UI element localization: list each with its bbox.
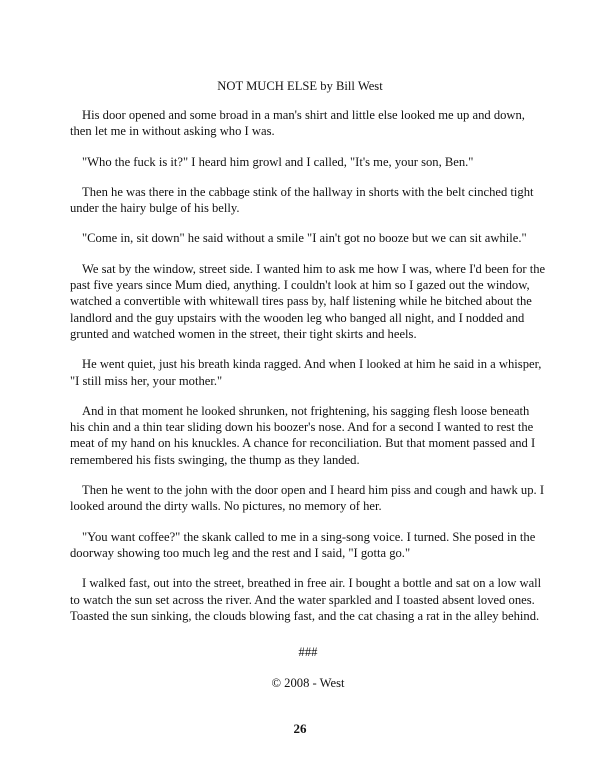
paragraph-4: "Come in, sit down" he said without a smile "I ain't got no booze but we can sit awhile." (82, 231, 527, 246)
paragraph-5: We sat by the window, street side. I wanted him to ask me how I was, where I'd been for the past five years since Mum died, anything. I couldn't look at him so I gazed out the window, watched a convertible with whitewall tires pass by, half listening while he bitched about the landlord and the guy upstairs with the wooden leg who banged all night, and I nodded and grunted and watched women in the street, their tight skirts and heels. (70, 261, 546, 341)
paragraph-3: Then he was there in the cabbage stink of the hallway in shorts with the belt cinched tight under the hairy bulge of his belly. (70, 184, 534, 216)
paragraph-9: "You want coffee?" the skank called to me in a sing-song voice. I turned. She posed in the doorway showing too much leg and the rest and I said, "I gotta go." (70, 529, 536, 560)
page-number: 26 (293, 721, 307, 736)
section-separator: ### (298, 645, 318, 660)
paragraph-1: His door opened and some broad in a man's shirt and little else looked me up and down, then let me in without asking who I was. (70, 108, 525, 139)
paragraph-2: "Who the fuck is it?" I heard him growl and I called, "It's me, your son, Ben." (82, 154, 474, 169)
story-title: NOT MUCH ELSE by Bill West (217, 79, 383, 93)
story-body (70, 107, 546, 691)
paragraph-8: Then he went to the john with the door open and I heard him piss and cough and hawk up. I looked around the dirty walls. No pictures, no memory of her. (70, 483, 545, 514)
copyright-notice: © 2008 - West (271, 676, 345, 691)
paragraph-7: And in that moment he looked shrunken, not frightening, his sagging flesh loose beneath his chin and a thin tear sliding down his boozer's nose. And for a second I wanted to rest the meat of my hand on his knuckles. A chance for reconciliation. But that moment passed and I remembered his fists swinging, the thump as they landed. (70, 403, 536, 467)
paragraph-6: He went quiet, just his breath kinda ragged. And when I looked at him he said in a whisper, "I still miss her, your mother." (70, 357, 542, 388)
paragraph-10: I walked fast, out into the street, breathed in free air. I bought a bottle and sat on a low wall to watch the sun set across the river. And the water sparkled and I toasted absent loved ones. Toasted the sun sinking, the clouds blowing fast, and the cat chasing a rat in the alley behind. (70, 576, 542, 623)
